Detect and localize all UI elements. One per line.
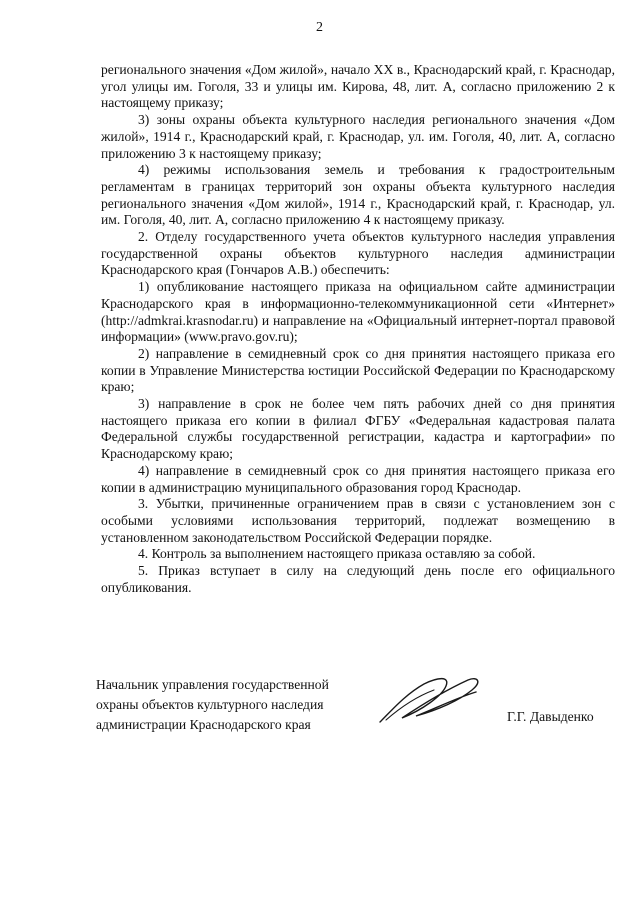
paragraph: 4) направление в семидневный срок со дня принятия настоящего приказа его копии в администрацию муниципального образования город Краснодар.: [101, 462, 615, 495]
paragraph: регионального значения «Дом жилой», начало XX в., Краснодарский край, г. Краснодар, угол улицы им. Гоголя, 33 и улицы им. Кирова, 48, лит. А, согласно приложению 2 к настоящему приказу;: [101, 62, 615, 111]
handwritten-signature: [372, 670, 487, 730]
paragraph: 4) режимы использования земель и требования к градостроительным регламентам в границах территорий зон охраны объекта культурного наследия регионального значения «Дом жилой», 1914 г., Краснодарский край, г. Краснодар, ул. им. Гоголя, 40, лит. А, согласно приложению 4 к настоящему приказу.: [101, 162, 615, 228]
signatory-position: [96, 675, 329, 735]
paragraph: 5. Приказ вступает в силу на следующий день после его официального опубликования.: [101, 563, 615, 595]
paragraph: 2) направление в семидневный срок со дня принятия настоящего приказа его копии в Управление Министерства юстиции Российской Федерации по Краснодарскому краю;: [101, 345, 615, 395]
paragraph: 4. Контроль за выполнением настоящего приказа оставляю за собой.: [138, 546, 536, 562]
signatory-position-line: охраны объектов культурного наследия: [96, 697, 324, 712]
paragraph: 3) направление в срок не более чем пять рабочих дней со дня принятия настоящего приказа его копии в филиал ФГБУ «Федеральная кадастровая палата Федеральной службы государственной регистрации, кадастра и картографии» по Краснодарскому краю;: [101, 396, 615, 462]
signatory-name: Г.Г. Давыденко: [507, 709, 594, 724]
paragraph: 3. Убытки, причиненные ограничением прав в связи с установлением зон с особыми условиями использования территорий, подлежат возмещению в установленном законодательством Российской Федерации порядке.: [101, 496, 615, 545]
page-number: 2: [316, 20, 323, 35]
document-body: [101, 62, 615, 597]
signatory-position-line: Начальник управления государственной: [96, 677, 329, 692]
paragraph: 1) опубликование настоящего приказа на официальном сайте администрации Краснодарского края в информационно-телекоммуникационной сети «Интернет» (http://admkrai.krasnodar.ru) и направление на «Официальный интернет-портал правовой информации» (www.pravo.gov.ru);: [101, 279, 615, 345]
paragraph: 3) зоны охраны объекта культурного наследия регионального значения «Дом жилой», 1914 г., Краснодарский край, г. Краснодар, ул. им. Гоголя, 40, лит. А, согласно приложению 3 к настоящему приказу;: [101, 112, 615, 161]
paragraph: 2. Отделу государственного учета объектов культурного наследия управления государственной охраны объектов культурного наследия администрации Краснодарского края (Гончаров А.В.) обеспечить:: [101, 229, 615, 278]
signatory-position-line: администрации Краснодарского края: [96, 717, 311, 732]
